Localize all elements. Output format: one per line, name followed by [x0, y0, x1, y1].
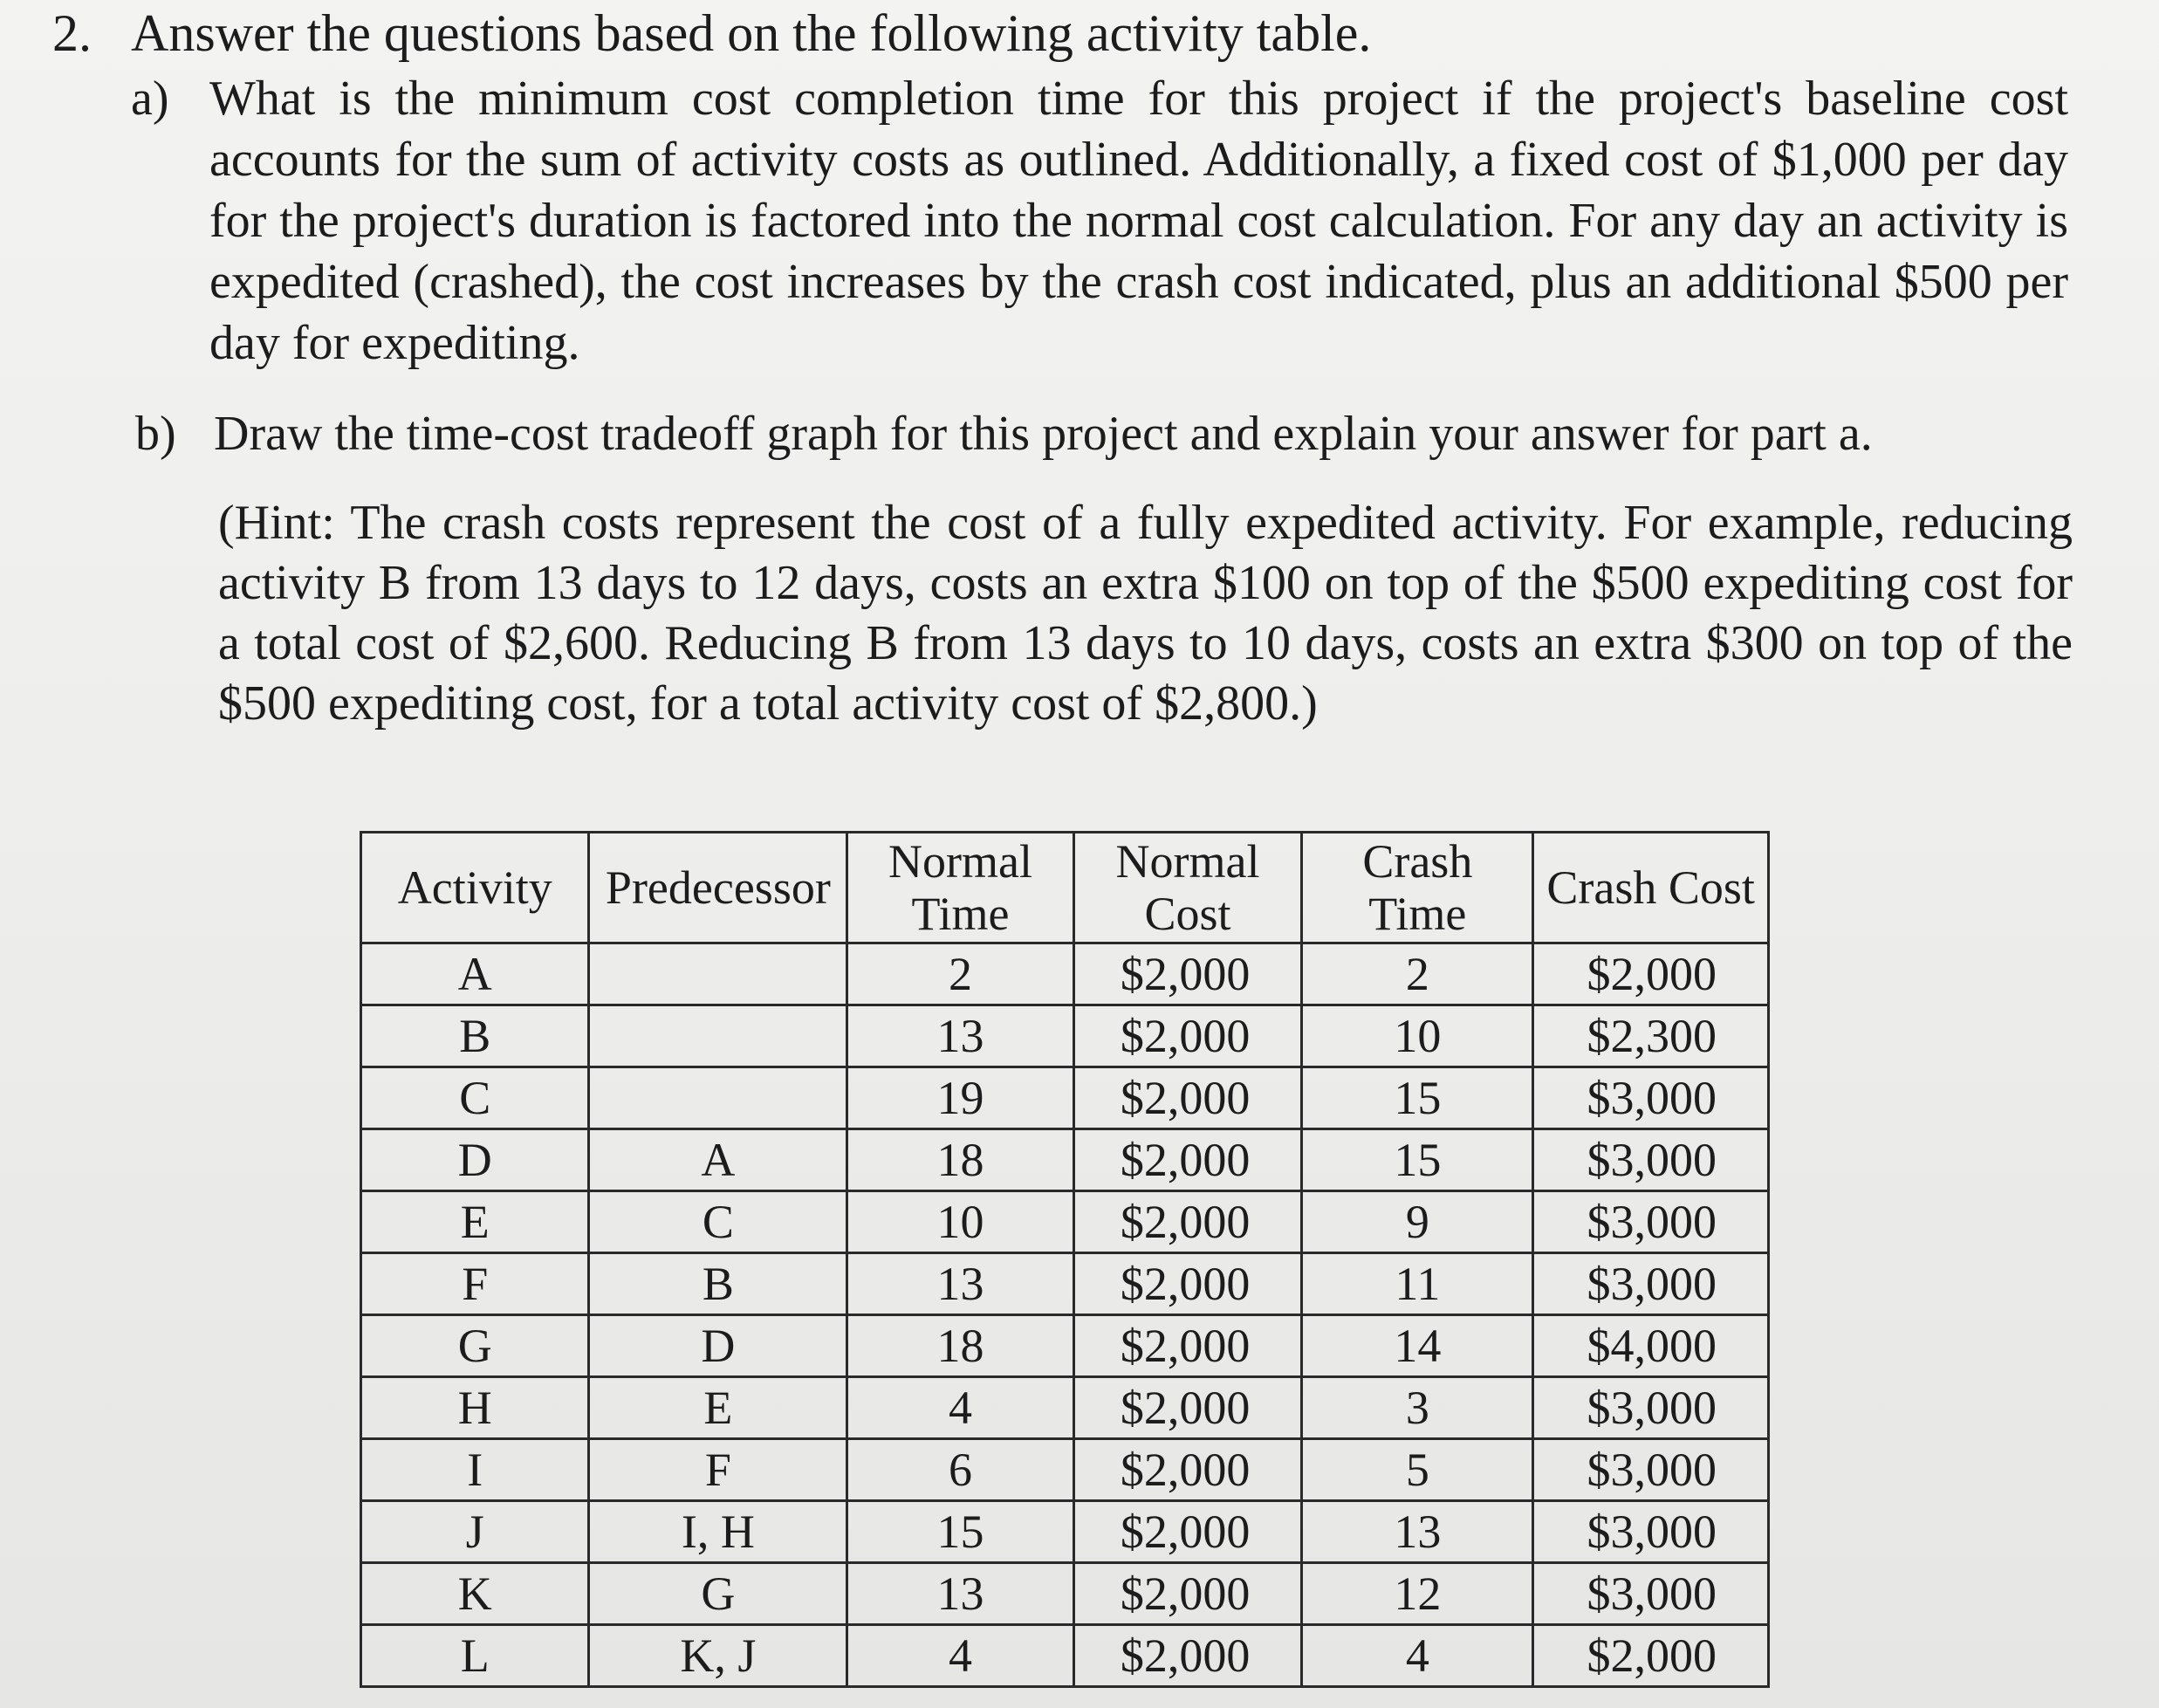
- normal-cost-cell: $2,000: [1073, 1253, 1302, 1315]
- crash-time-cell: 11: [1302, 1253, 1533, 1315]
- activity-cell: J: [361, 1501, 589, 1563]
- normal-cost-cell: $2,000: [1073, 1191, 1302, 1253]
- part-b-text: Draw the time-cost tradeoff graph for this project and explain your answer for part a.: [214, 407, 1873, 461]
- normal-cost-cell: $2,000: [1073, 1377, 1302, 1439]
- table-row: [361, 1625, 1769, 1687]
- header-normal-time: Normal Time: [847, 833, 1073, 943]
- question-number: 2.: [52, 4, 92, 62]
- normal-cost-cell: $2,000: [1073, 1563, 1302, 1625]
- table-row: [361, 943, 1769, 1005]
- activity-cell: L: [361, 1625, 589, 1687]
- table-row: [361, 1129, 1769, 1191]
- normal-cost-cell: $2,000: [1073, 1315, 1302, 1377]
- predecessor-cell: [589, 1067, 847, 1129]
- normal-time-cell: 13: [847, 1563, 1073, 1625]
- predecessor-cell: K, J: [589, 1625, 847, 1687]
- crash-time-cell: 2: [1302, 943, 1533, 1005]
- normal-time-cell: 2: [847, 943, 1073, 1005]
- normal-time-cell: 15: [847, 1501, 1073, 1563]
- crash-cost-cell: $4,000: [1533, 1315, 1769, 1377]
- hint-paragraph: (Hint: The crash costs represent the cost of a fully expedited activity. For example, reducing activity B from 13 days to 12 days, costs an extra $100 on top of the $500 expediting cost for a total cost of $2,600. Reducing B from 13 days to 10 days, costs an extra $300 on top of the $500 expediting cost, for a total activity cost of $2,800.): [218, 496, 2073, 731]
- part-a-marker: a): [131, 72, 169, 126]
- crash-cost-cell: $3,000: [1533, 1439, 1769, 1501]
- table-row: [361, 1005, 1769, 1067]
- activity-cell: K: [361, 1563, 589, 1625]
- crash-cost-cell: $3,000: [1533, 1501, 1769, 1563]
- table-row: [361, 1563, 1769, 1625]
- crash-time-cell: 14: [1302, 1315, 1533, 1377]
- crash-cost-cell: $3,000: [1533, 1129, 1769, 1191]
- crash-time-cell: 15: [1302, 1067, 1533, 1129]
- crash-time-cell: 4: [1302, 1625, 1533, 1687]
- predecessor-cell: I, H: [589, 1501, 847, 1563]
- predecessor-cell: C: [589, 1191, 847, 1253]
- normal-cost-cell: $2,000: [1073, 1129, 1302, 1191]
- question-prompt: Answer the questions based on the following activity table.: [131, 4, 1372, 62]
- header-crash-time: Crash Time: [1302, 833, 1533, 943]
- activity-cell: I: [361, 1439, 589, 1501]
- predecessor-cell: A: [589, 1129, 847, 1191]
- question-header: [52, 2, 1371, 65]
- crash-cost-cell: $2,000: [1533, 1625, 1769, 1687]
- normal-time-cell: 18: [847, 1315, 1073, 1377]
- activity-cell: E: [361, 1191, 589, 1253]
- header-activity: Activity: [361, 833, 589, 943]
- table-row: [361, 1377, 1769, 1439]
- normal-cost-cell: $2,000: [1073, 1067, 1302, 1129]
- activity-cell: B: [361, 1005, 589, 1067]
- normal-time-cell: 10: [847, 1191, 1073, 1253]
- table-row: [361, 1191, 1769, 1253]
- predecessor-cell: [589, 1005, 847, 1067]
- crash-time-cell: 5: [1302, 1439, 1533, 1501]
- predecessor-cell: [589, 943, 847, 1005]
- crash-time-cell: 10: [1302, 1005, 1533, 1067]
- predecessor-cell: D: [589, 1315, 847, 1377]
- normal-time-cell: 6: [847, 1439, 1073, 1501]
- normal-time-cell: 13: [847, 1253, 1073, 1315]
- crash-time-cell: 15: [1302, 1129, 1533, 1191]
- activity-cell: D: [361, 1129, 589, 1191]
- table-row: [361, 1067, 1769, 1129]
- normal-time-cell: 4: [847, 1377, 1073, 1439]
- crash-cost-cell: $3,000: [1533, 1563, 1769, 1625]
- normal-time-cell: 19: [847, 1067, 1073, 1129]
- predecessor-cell: F: [589, 1439, 847, 1501]
- crash-time-cell: 12: [1302, 1563, 1533, 1625]
- activity-cell: C: [361, 1067, 589, 1129]
- crash-cost-cell: $3,000: [1533, 1067, 1769, 1129]
- normal-cost-cell: $2,000: [1073, 1005, 1302, 1067]
- normal-cost-cell: $2,000: [1073, 1625, 1302, 1687]
- part-b-marker: b): [135, 407, 176, 461]
- normal-time-cell: 18: [847, 1129, 1073, 1191]
- normal-cost-cell: $2,000: [1073, 943, 1302, 1005]
- crash-cost-cell: $2,300: [1533, 1005, 1769, 1067]
- header-crash-cost: Crash Cost: [1533, 833, 1769, 943]
- table-row: [361, 1315, 1769, 1377]
- crash-cost-cell: $2,000: [1533, 943, 1769, 1005]
- part-a-text: What is the minimum cost completion time for this project if the project's baseline cost accounts for the sum of activity costs as outlined. Additionally, a fixed cost of $1,000 per day for the project's duration is factored into the normal cost calculation. For any day an activity is expedited (crashed), the cost increases by the crash cost indicated, plus an additional $500 per day for expediting.: [209, 72, 2068, 370]
- normal-time-cell: 13: [847, 1005, 1073, 1067]
- crash-time-cell: 9: [1302, 1191, 1533, 1253]
- table-row: [361, 1439, 1769, 1501]
- crash-cost-cell: $3,000: [1533, 1191, 1769, 1253]
- header-predecessor: Predecessor: [589, 833, 847, 943]
- header-normal-cost: Normal Cost: [1073, 833, 1302, 943]
- table-row: [361, 1501, 1769, 1563]
- crash-cost-cell: $3,000: [1533, 1377, 1769, 1439]
- activity-table: [360, 831, 1770, 1688]
- table-header-row: [361, 833, 1769, 943]
- activity-cell: A: [361, 943, 589, 1005]
- activity-cell: F: [361, 1253, 589, 1315]
- table-body: [361, 943, 1769, 1687]
- crash-time-cell: 13: [1302, 1501, 1533, 1563]
- activity-cell: G: [361, 1315, 589, 1377]
- normal-cost-cell: $2,000: [1073, 1439, 1302, 1501]
- crash-cost-cell: $3,000: [1533, 1253, 1769, 1315]
- predecessor-cell: B: [589, 1253, 847, 1315]
- activity-cell: H: [361, 1377, 589, 1439]
- normal-time-cell: 4: [847, 1625, 1073, 1687]
- normal-cost-cell: $2,000: [1073, 1501, 1302, 1563]
- crash-time-cell: 3: [1302, 1377, 1533, 1439]
- predecessor-cell: E: [589, 1377, 847, 1439]
- table-row: [361, 1253, 1769, 1315]
- predecessor-cell: G: [589, 1563, 847, 1625]
